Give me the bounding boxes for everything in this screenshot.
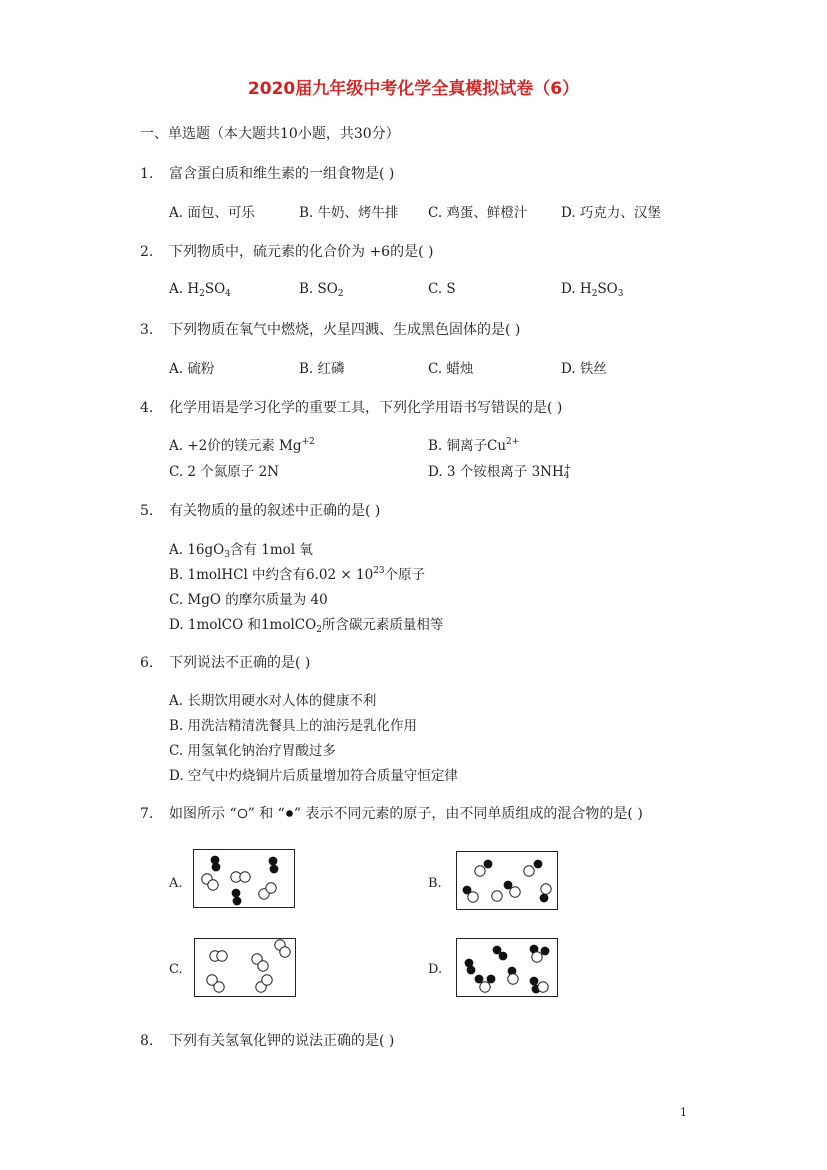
question-text: 下列物质中，硫元素的化合价为 +6的是( ) (169, 244, 434, 260)
diagram-b (456, 851, 558, 910)
question-text: 有关物质的量的叙述中正确的是( ) (169, 503, 381, 519)
question-text: 富含蛋白质和维生素的一组食物是( ) (169, 166, 395, 182)
question-number: 4. (140, 400, 154, 416)
option-d: D. 1molCO 和1molCO$_2$所含碳元素质量相等 (169, 617, 444, 635)
option-b-label: B. (428, 876, 442, 891)
option-d: D. 3 个铵根离子 3NH + 4 (428, 463, 572, 481)
option-b: B. 1molHCl 中约含有$6.02 \times 10^{23}$个原子 (169, 566, 426, 583)
question-number: 6. (140, 655, 154, 671)
question-number: 8. (140, 1033, 154, 1049)
question-text: 下列有关氢氧化钾的说法正确的是( ) (169, 1033, 395, 1049)
question-text: 下列物质在氧气中燃烧，火星四溅、生成黑色固体的是( ) (169, 322, 521, 338)
option-d: D. 空气中灼烧铜片后质量增加符合质量守恒定律 (169, 768, 458, 784)
option-c-label: C. (169, 962, 183, 977)
white-circle-atom-icon (237, 808, 248, 819)
option-a: A. $16gO_3$含有 1mol 氧 (169, 542, 313, 560)
question-number: 7. (140, 806, 154, 822)
option-a-label: A. (169, 876, 183, 891)
question-number: 3. (140, 322, 154, 338)
option-c: C. 蜡烛 (428, 361, 474, 377)
diagram-c (194, 938, 296, 997)
question-text: 下列说法不正确的是( ) (169, 655, 311, 671)
question-text: 化学用语是学习化学的重要工具，下列化学用语书写错误的是( ) (169, 400, 563, 416)
question-number: 1. (140, 166, 154, 182)
option-c: C. 鸡蛋、鲜橙汁 (428, 205, 528, 221)
page-title: 2020届九年级中考化学全真模拟试卷（6） (247, 79, 580, 99)
option-d: D. 巧克力、汉堡 (561, 205, 661, 221)
option-c: C. 2 个氮原子 2N (169, 464, 280, 480)
option-a: A. +2价的镁元素 $Mg^{+2}$ (169, 437, 315, 454)
option-d: D. 铁丝 (561, 361, 607, 377)
option-b: B. 红磷 (299, 361, 345, 377)
option-d: D. $H_2SO_3$ (561, 281, 624, 299)
option-c: C. MgO 的摩尔质量为 40 (169, 592, 328, 608)
option-b: B. 用洗洁精清洗餐具上的油污是乳化作用 (169, 718, 418, 734)
option-d-label: D. (428, 962, 443, 977)
option-a: A. 长期饮用硬水对人体的健康不利 (169, 693, 377, 709)
section-heading: 一、单选题（本大题共10小题，共30分） (140, 126, 400, 142)
black-circle-atom-icon (285, 809, 294, 818)
question-text: 如图所示 “ ” 和 “ ” 表示不同元素的原子，由不同单质组成的混合物的是( ) (169, 806, 643, 822)
diagram-a (193, 849, 295, 908)
option-a: A. 硫粉 (169, 361, 215, 377)
diagram-d (456, 938, 558, 997)
option-a: A. 面包、可乐 (169, 205, 255, 221)
option-a: A. $H_2SO_4$ (169, 281, 231, 299)
option-c: C. S (428, 281, 456, 297)
question-number: 2. (140, 244, 154, 260)
question-number: 5. (140, 503, 154, 519)
option-c: C. 用氢氧化钠治疗胃酸过多 (169, 743, 336, 759)
option-b: B. 铜离子$Cu^{2+}$ (428, 437, 520, 454)
option-b: B. 牛奶、烤牛排 (299, 205, 399, 221)
page-number: 1 (680, 1106, 687, 1119)
option-b: B. $SO_2$ (299, 281, 344, 299)
